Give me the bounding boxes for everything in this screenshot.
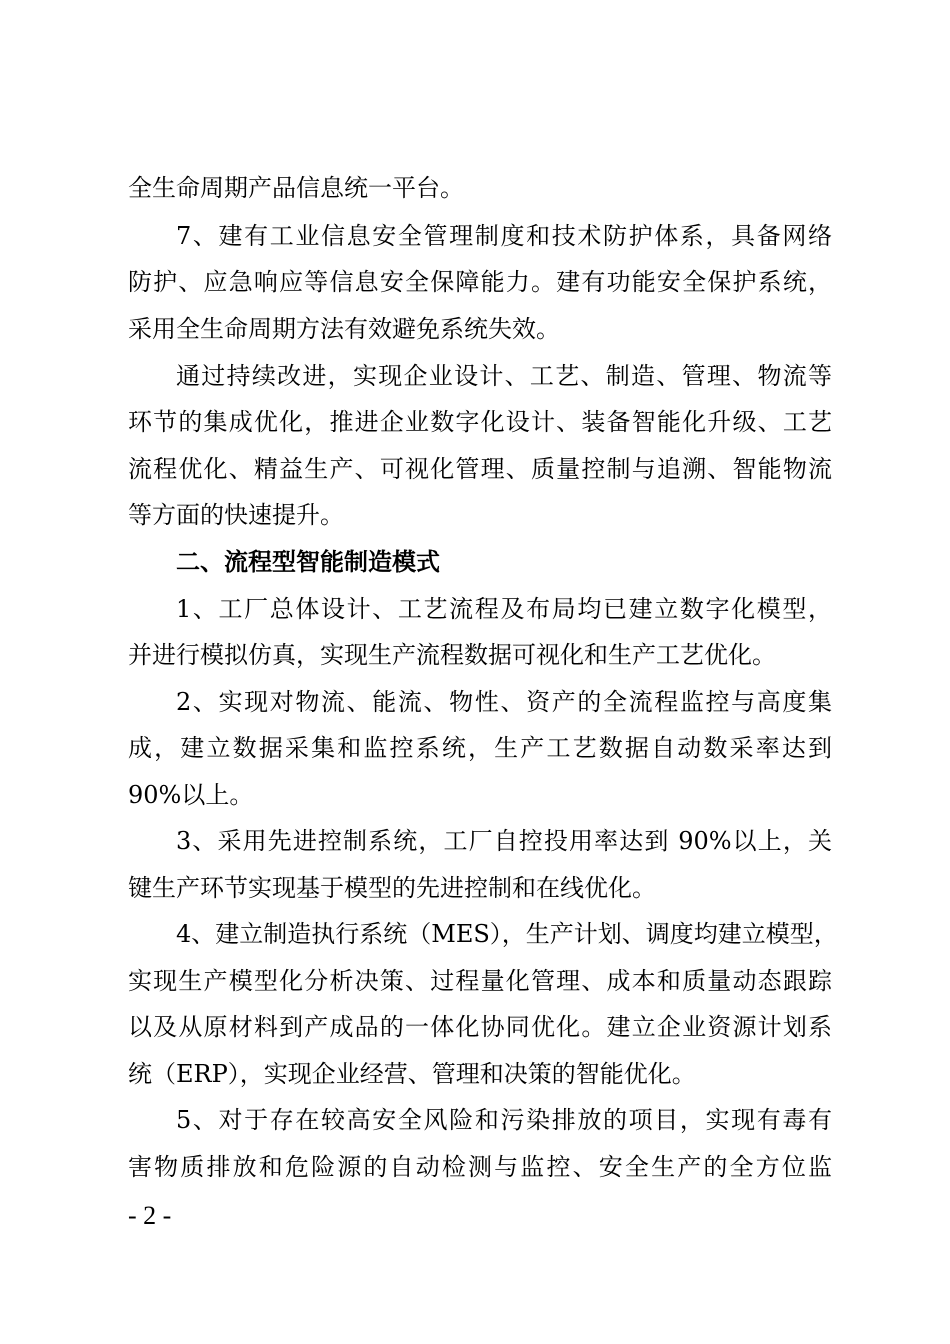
text-line: 等方面的快速提升。	[128, 501, 344, 529]
section-heading: 二、流程型智能制造模式	[176, 548, 440, 576]
text-line: 并进行模拟仿真，实现生产流程数据可视化和生产工艺优化。	[128, 641, 776, 669]
text-line: 1、工厂总体设计、工艺流程及布局均已建立数字化模型，	[176, 595, 832, 623]
text-line: 90%以上。	[128, 781, 254, 809]
text-line: 7、建有工业信息安全管理制度和技术防护体系，具备网络	[176, 222, 832, 250]
text-line: 3、采用先进控制系统，工厂自控投用率达到 90%以上，关	[176, 827, 832, 855]
text-line: 统（ERP），实现企业经营、管理和决策的智能优化。	[128, 1060, 696, 1088]
text-line: 2、实现对物流、能流、物性、资产的全流程监控与高度集	[176, 688, 832, 716]
text-line: 采用全生命周期方法有效避免系统失效。	[128, 315, 560, 343]
text-line: 5、对于存在较高安全风险和污染排放的项目，实现有毒有	[176, 1106, 832, 1134]
text-line: 害物质排放和危险源的自动检测与监控、安全生产的全方位监	[128, 1153, 832, 1181]
text-line: 环节的集成优化，推进企业数字化设计、装备智能化升级、工艺	[128, 408, 832, 436]
text-line: 通过持续改进，实现企业设计、工艺、制造、管理、物流等	[176, 362, 832, 390]
text-line: 4、建立制造执行系统（MES），生产计划、调度均建立模型，	[176, 920, 838, 948]
text-line: 实现生产模型化分析决策、过程量化管理、成本和质量动态跟踪	[128, 967, 832, 995]
text-line: 防护、应急响应等信息安全保障能力。建有功能安全保护系统，	[128, 268, 832, 296]
text-line: 以及从原材料到产成品的一体化协同优化。建立企业资源计划系	[128, 1013, 832, 1041]
text-line: 流程优化、精益生产、可视化管理、质量控制与追溯、智能物流	[128, 455, 832, 483]
text-line: 全生命周期产品信息统一平台。	[128, 174, 464, 202]
text-line: 键生产环节实现基于模型的先进控制和在线优化。	[128, 874, 656, 902]
text-line: 成，建立数据采集和监控系统，生产工艺数据自动数采率达到	[128, 734, 832, 762]
page-number: - 2 -	[128, 1201, 172, 1230]
